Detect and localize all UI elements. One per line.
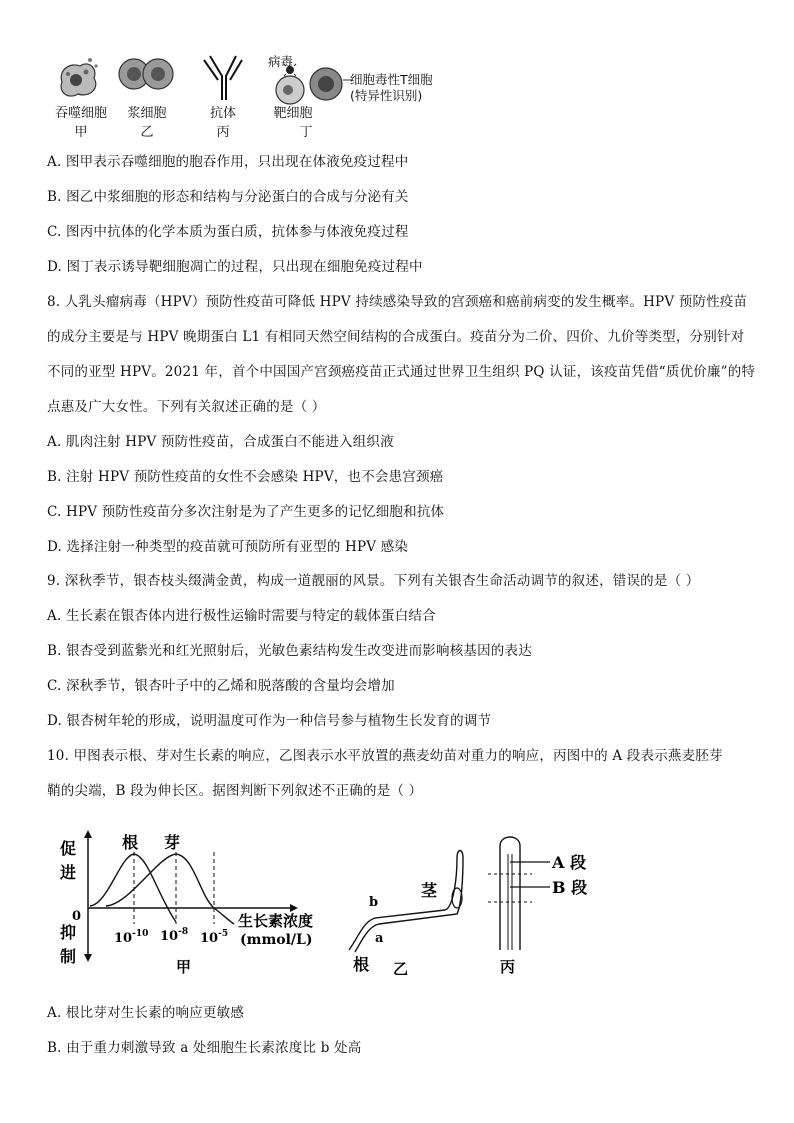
root-curve <box>90 854 176 922</box>
stem-label: 茎 <box>421 881 438 900</box>
phagocyte-label: 吞噬细胞 甲 <box>54 106 107 140</box>
cytotoxic-t-cell-label: 细胞毒性T细胞 (特异性识别) <box>350 72 433 103</box>
figure-bing-caption: 丙 <box>500 958 516 975</box>
tick-1e-8: $10^{-8}$ <box>160 927 189 944</box>
phagocyte-icon <box>61 58 98 96</box>
cytotoxic-t-cell-icon <box>310 68 353 100</box>
a-segment-label: A 段 <box>552 853 586 872</box>
q8-stem-line-4: 点惠及广大女性。下列有关叙述正确的是（ ） <box>47 399 326 415</box>
promote-label-2: 进 <box>60 863 77 882</box>
q10-option-a: A. 根比芽对生长素的响应更敏感 <box>47 1005 245 1021</box>
target-cell-icon <box>276 76 304 104</box>
q10-option-b: B. 由于重力刺激导致 a 处细胞生长素浓度比 b 处高 <box>47 1040 362 1056</box>
antibody-icon <box>204 56 242 100</box>
q9-option-a: A. 生长素在银杏体内进行极性运输时需要与特定的载体蛋白结合 <box>47 608 436 624</box>
tick-1e-5: $10^{-5}$ <box>200 929 229 946</box>
y-axis-down-arrow <box>84 954 92 962</box>
q9-option-b: B. 银杏受到蓝紫光和红光照射后，光敏色素结构发生改变进而影响核基因的表达 <box>47 643 532 659</box>
a-label: a <box>375 931 384 946</box>
q8-stem-line-2: 的成分主要是与 HPV 晚期蛋白 L1 有相同天然空间结构的合成蛋白。疫苗分为二价、四价、九价等类型，分别针对 <box>47 329 745 345</box>
q8-option-a: A. 肌肉注射 HPV 预防性疫苗，合成蛋白不能进入组织液 <box>47 434 394 450</box>
figure-jia-caption: 甲 <box>176 958 192 976</box>
coleoptile-outline <box>500 837 520 950</box>
root-label: 根 <box>353 955 370 974</box>
target-cell-label: 靶细胞 丁 <box>273 106 313 140</box>
q10-stem-line-1: 10. 甲图表示根、芽对生长素的响应，乙图表示水平放置的燕麦幼苗对重力的响应，丙图中的 A 段表示燕麦胚芽 <box>47 748 723 764</box>
q10-stem-line-2: 鞘的尖端，B 段为伸长区。据图判断下列叙述不正确的是（ ） <box>47 783 423 799</box>
bud-curve-label: 芽 <box>164 833 181 852</box>
plasma-cell-label: 浆细胞 乙 <box>127 106 167 140</box>
q8-stem-line-1: 8. 人乳头瘤病毒（HPV）预防性疫苗可降低 HPV 持续感染导致的宫颈癌和癌前病变的发生概率。HPV 预防性疫苗 <box>47 294 748 310</box>
promote-label-1: 促 <box>60 839 77 858</box>
x-axis-arrow <box>290 904 298 912</box>
figure-yi-seedling <box>345 840 475 975</box>
root-curve-label: 根 <box>122 833 139 852</box>
inhibit-label-2: 制 <box>60 947 77 966</box>
figure-yi-caption: 乙 <box>393 960 409 975</box>
q7-option-c: C. 图丙中抗体的化学本质为蛋白质，抗体参与体液免疫过程 <box>47 224 409 240</box>
antibody-label: 抗体 丙 <box>209 106 236 140</box>
x-axis-label: 生长素浓度 <box>238 912 314 930</box>
b-label: b <box>369 895 379 910</box>
q7-option-a: A. 图甲表示吞噬细胞的胞吞作用，只出现在体液免疫过程中 <box>47 154 409 170</box>
virus-label: 病毒 <box>268 54 294 69</box>
seedling-outline <box>349 851 463 953</box>
q8-option-c: C. HPV 预防性疫苗分多次注射是为了产生更多的记忆细胞和抗体 <box>47 504 445 520</box>
q9-stem: 9. 深秋季节，银杏枝头缀满金黄，构成一道靓丽的风景。下列有关银杏生命活动调节的叙述，错误的是（ ） <box>47 573 700 589</box>
y-axis-up-arrow <box>84 830 92 838</box>
figure-bing-coleoptile <box>480 830 610 975</box>
unit-label: (mmol/L) <box>240 932 313 948</box>
q9-option-d: D. 银杏树年轮的形成，说明温度可作为一种信号参与植物生长发育的调节 <box>47 713 492 729</box>
zero-label: 0 <box>72 909 82 924</box>
q8-stem-line-3: 不同的亚型 HPV。2021 年，首个中国国产宫颈癌疫苗正式通过世界卫生组织 PQ 认证，该疫苗凭借“质优价廉”的特 <box>47 364 756 380</box>
q8-option-b: B. 注射 HPV 预防性疫苗的女性不会感染 HPV，也不会患宫颈癌 <box>47 469 444 485</box>
q7-option-d: D. 图丁表示诱导靶细胞凋亡的过程，只出现在细胞免疫过程中 <box>47 259 423 275</box>
plasma-cell-icon <box>119 59 173 89</box>
figure-jia-auxin-response <box>50 826 350 976</box>
tick-1e-10: $10^{-10}$ <box>114 929 149 946</box>
b-segment-label: B 段 <box>552 878 588 897</box>
inhibit-label-1: 抑 <box>60 923 77 942</box>
q7-option-b: B. 图乙中浆细胞的形态和结构与分泌蛋白的合成与分泌有关 <box>47 189 409 205</box>
q8-option-d: D. 选择注射一种类型的疫苗就可预防所有亚型的 HPV 感染 <box>47 539 409 555</box>
q9-option-c: C. 深秋季节，银杏叶子中的乙烯和脱落酸的含量均会增加 <box>47 678 395 694</box>
